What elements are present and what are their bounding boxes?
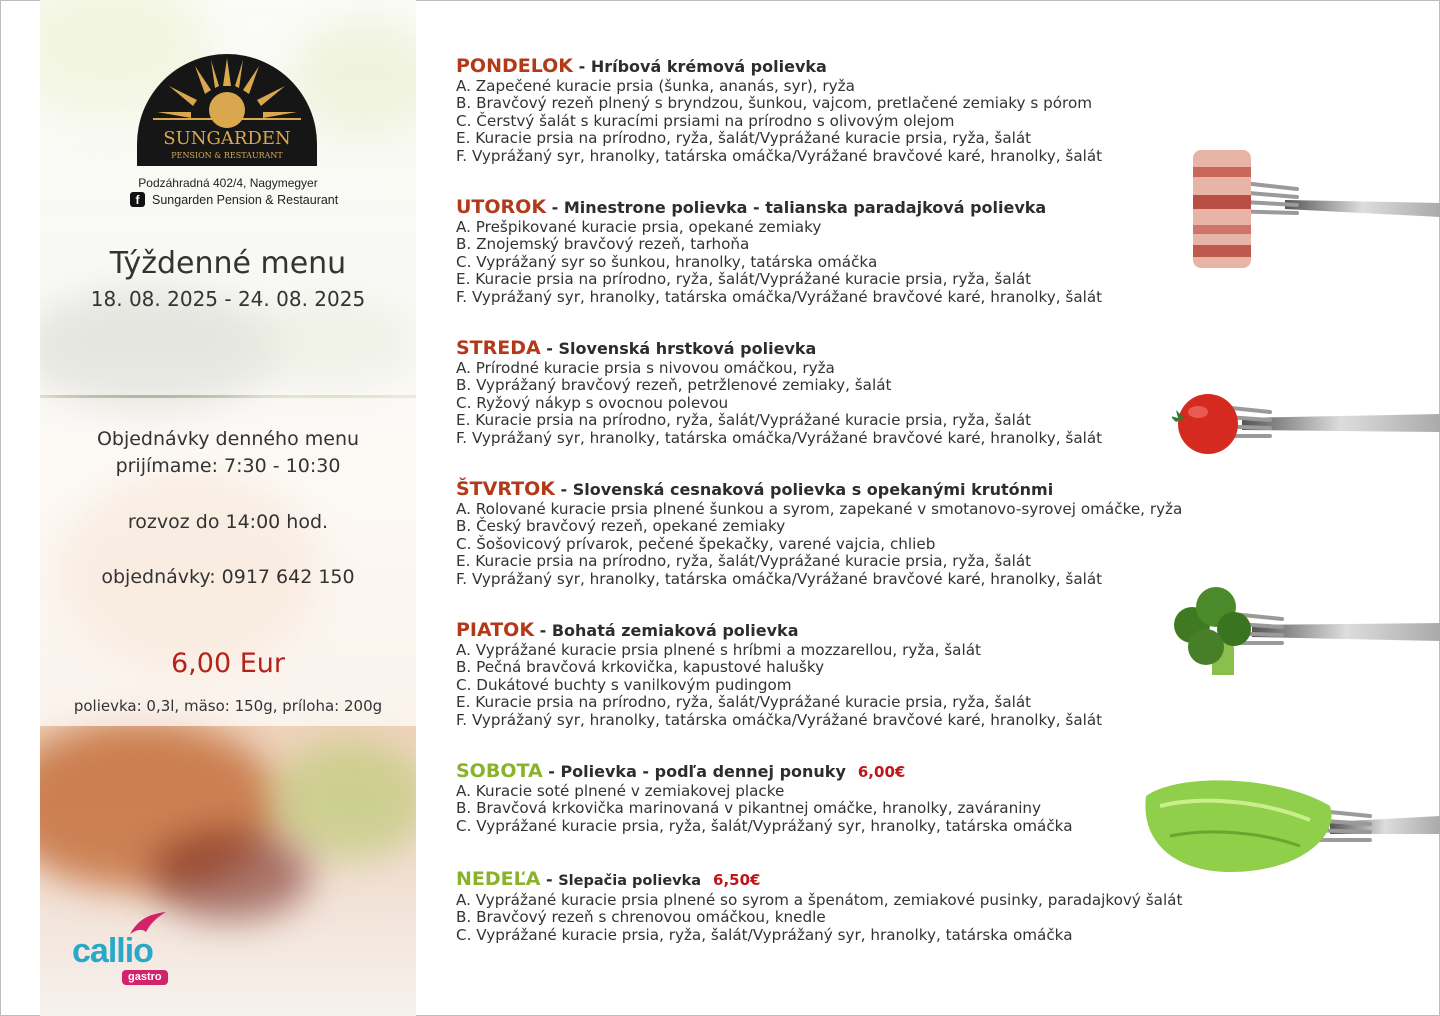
dish-item: A. Rolované kuracie prsia plnené šunkou a syrom, zapekané v smotanovo-syrovej omáčke, ryža [456, 500, 1183, 518]
dish-item: B. Bravčová krkovička marinovaná v pikantnej omáčke, hranolky, zaváraniny [456, 799, 1042, 818]
day-name: UTOROK [456, 196, 547, 218]
dish-list [456, 642, 1216, 729]
day-name: PONDELOK [456, 55, 574, 77]
separator: - [534, 621, 552, 640]
day-soup: Polievka - podľa dennej ponuky [560, 762, 846, 781]
separator: - [542, 762, 561, 781]
dish-item: A. Prírodné kuracie prsia s nivovou omáčkou, ryža [456, 359, 835, 377]
dish-item: E. Kuracie prsia na prírodno, ryža, šalát/Vyprážané kuracie prsia, ryža, šalát [456, 129, 1032, 148]
day-header [456, 619, 1216, 642]
menu-title: Týždenné menu [109, 246, 347, 281]
facebook-link[interactable] [130, 192, 338, 207]
dish-item: B. Pečná bravčová krkovička, kapustové halušky [456, 658, 825, 677]
day-soup: Slovenská hrstková polievka [558, 339, 817, 358]
callio-wordmark: callio [72, 932, 153, 970]
separator: - [540, 339, 559, 358]
dish-item: F. Vyprážaný syr, hranolky, tatárska omáčka/Vyrážané bravčové karé, hranolky, šalát [456, 569, 1103, 588]
bg-blob [270, 740, 416, 860]
dish-item: A. Zapečené kuracie prsia (šunka, ananás, syr), ryža [456, 77, 855, 95]
separator: - [573, 57, 591, 76]
day-section-monday [456, 55, 1216, 165]
brand-subtitle: PENSION & RESTAURANT [171, 151, 283, 160]
dish-item: C. Ryžový nákyp s ovocnou polevou [456, 393, 729, 412]
day-header [456, 55, 1216, 78]
tomato-on-fork-icon [1172, 392, 1440, 462]
day-soup: Bohatá zemiaková polievka [551, 621, 799, 640]
dish-item: E. Kuracie prsia na prírodno, ryža, šalát/Vyprážané kuracie prsia, ryža, šalát [456, 552, 1032, 571]
day-section-wednesday [456, 337, 1216, 447]
dish-list [456, 892, 1216, 944]
facebook-icon: f [130, 192, 145, 207]
dish-list [456, 501, 1216, 588]
separator: - [540, 870, 559, 889]
dish-item: F. Vyprážaný syr, hranolky, tatárska omáčka/Vyrážané bravčové karé, hranolky, šalát [456, 428, 1103, 447]
dish-item: A. Vyprážané kuracie prsia plnené so syrom a špenátom, zemiakové pusinky, paradajkový šalát [456, 891, 1183, 909]
day-section-friday [456, 619, 1216, 729]
day-section-tuesday [456, 196, 1216, 306]
bg-blob [150, 830, 310, 920]
dish-list [456, 78, 1216, 165]
day-soup: Hríbová krémová polievka [590, 57, 827, 76]
day-header [456, 478, 1216, 501]
menu-price: 6,00 Eur [171, 648, 285, 679]
dish-item: C. Čerstvý šalát s kuracími prsiami na prírodno s olivovým olejom [456, 111, 955, 130]
day-name: SOBOTA [456, 760, 543, 782]
day-section-thursday [456, 478, 1216, 588]
separator: - [546, 198, 564, 217]
day-price: 6,50€ [713, 871, 761, 889]
day-soup: Slepačia polievka [558, 873, 702, 889]
dish-list [456, 219, 1216, 306]
day-name: NEDEĽA [456, 868, 541, 890]
dish-list [456, 360, 1216, 447]
dish-item: A. Vyprážané kuracie prsia plnené s hríbmi a mozzarellou, ryža, šalát [456, 641, 981, 659]
dish-item: E. Kuracie prsia na prírodno, ryža, šalát/Vyprážané kuracie prsia, ryža, šalát [456, 270, 1032, 289]
dish-item: F. Vyprážaný syr, hranolky, tatárska omáčka/Vyrážané bravčové karé, hranolky, šalát [456, 710, 1103, 729]
dish-item: B. Znojemský bravčový rezeň, tarhoňa [456, 235, 750, 254]
day-name: PIATOK [456, 619, 535, 641]
day-name: STREDA [456, 337, 541, 359]
broccoli-on-fork-icon [1172, 585, 1440, 685]
delivery-info: rozvoz do 14:00 hod. [127, 511, 329, 533]
day-section-sunday [456, 868, 1216, 944]
portion-info: polievka: 0,3l, mäso: 150g, príloha: 200g [73, 697, 383, 715]
dish-item: C. Vyprážaný syr so šunkou, hranolky, tatárska omáčka [456, 252, 878, 271]
dish-item: C. Dukátové buchty s vanilkovým pudingom [456, 675, 792, 694]
callio-logo [70, 910, 200, 990]
address: Podzáhradná 402/4, Nagymegyer [138, 176, 318, 190]
date-range: 18. 08. 2025 - 24. 08. 2025 [90, 287, 366, 311]
dish-item: B. Český bravčový rezeň, opekané zemiaky [456, 517, 786, 536]
bacon-on-fork-icon [1185, 145, 1440, 275]
phone-info: objednávky: 0917 642 150 [101, 566, 355, 588]
day-soup: Minestrone polievka - talianska paradajková polievka [563, 198, 1047, 217]
dish-item: C. Šošovicový prívarok, pečené špekačky, varené vajcia, chlieb [456, 534, 936, 553]
dish-item: C. Vyprážané kuracie prsia, ryža, šalát/Vyprážaný syr, hranolky, tatárska omáčka [456, 925, 1073, 944]
dish-item: E. Kuracie prsia na prírodno, ryža, šalát/Vyprážané kuracie prsia, ryža, šalát [456, 693, 1032, 712]
separator: - [554, 480, 573, 499]
brand-name: SUNGARDEN [163, 128, 291, 149]
lettuce-on-fork-icon [1140, 776, 1440, 876]
dish-item: B. Vyprážaný bravčový rezeň, petržlenové zemiaky, šalát [456, 376, 892, 395]
day-soup: Slovenská cesnaková polievka s opekanými krutónmi [572, 480, 1054, 499]
day-header [456, 196, 1216, 219]
dish-item: F. Vyprážaný syr, hranolky, tatárska omáčka/Vyrážané bravčové karé, hranolky, šalát [456, 287, 1103, 306]
dish-list [456, 783, 1216, 835]
gastro-badge: gastro [122, 970, 168, 985]
dish-item: A. Prešpikované kuracie prsia, opekané zemiaky [456, 218, 822, 236]
dish-item: A. Kuracie soté plnené v zemiakovej placke [456, 782, 785, 800]
day-header [456, 337, 1216, 360]
facebook-label: Sungarden Pension & Restaurant [152, 192, 339, 207]
day-header [456, 760, 1216, 783]
orders-line-2: prijímame: 7:30 - 10:30 [115, 455, 341, 477]
dish-item: B. Bravčový rezeň plnený s bryndzou, šunkou, vajcom, pretlačené zemiaky s pórom [456, 94, 1093, 113]
dish-item: F. Vyprážaný syr, hranolky, tatárska omáčka/Vyrážané bravčové karé, hranolky, šalát [456, 146, 1103, 165]
day-name: ŠTVRTOK [456, 478, 555, 500]
day-header [456, 868, 1216, 892]
dish-item: C. Vyprážané kuracie prsia, ryža, šalát/Vyprážaný syr, hranolky, tatárska omáčka [456, 816, 1073, 835]
day-section-saturday [456, 760, 1216, 835]
orders-line-1: Objednávky denného menu [96, 428, 360, 450]
sidebar [40, 0, 416, 1016]
dish-item: E. Kuracie prsia na prírodno, ryža, šalát/Vyprážané kuracie prsia, ryža, šalát [456, 411, 1032, 430]
dish-item: B. Bravčový rezeň s chrenovou omáčkou, knedle [456, 908, 826, 927]
day-price: 6,00€ [857, 763, 906, 781]
sungarden-logo [135, 52, 319, 168]
